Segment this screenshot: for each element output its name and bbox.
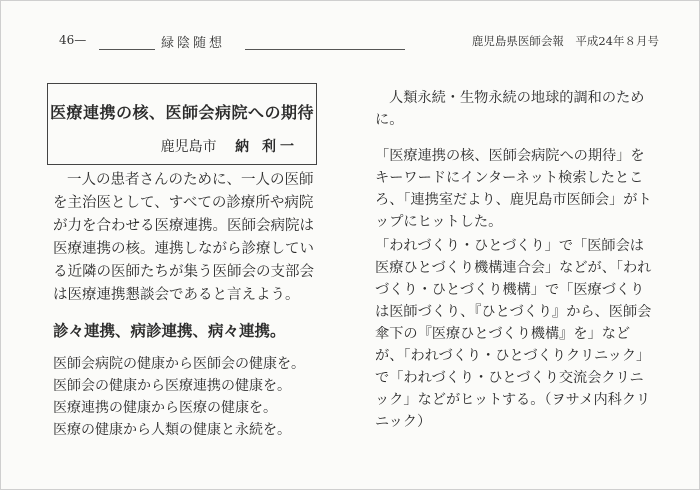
- right-paragraph: 「われづくり・ひとづくり」で「医師会は医療ひとづくり機構連合会」などが、「われづくり・ひとづくり機構」で「医療づくりは医師づくり、『ひとづくり』から、医師会傘下の『医療ひとづくり機構』を」などが、「われづくり・ひとづくりクリニック」で「われづくり・ひとづくり交流会クリニック」などがヒットする。（ヲサメ内科クリニック）: [375, 238, 652, 430]
- subheading: 診々連携、病診連携、病々連携。: [53, 322, 286, 340]
- article-title: 医療連携の核、医師会病院への期待: [49, 103, 314, 122]
- author-name: 納 利一: [235, 139, 298, 155]
- section-title: 緑陰随想: [161, 36, 226, 51]
- page-number: 46—: [59, 33, 87, 47]
- right-paragraph: 「医療連携の核、医師会病院への期待」をキーワードにインターネット検索したところ、「連携室だより、鹿児島市医師会」がトップにヒットした。: [375, 148, 652, 230]
- page-header: [59, 31, 659, 53]
- stanza: [53, 353, 323, 441]
- stanza-line: 医療連携の健康から医療の健康を。: [53, 400, 277, 416]
- right-paragraph: 人類永続・生物永続の地球的調和のために。: [375, 90, 645, 128]
- lead-paragraph: 一人の患者さんのために、一人の医師を主治医として、すべての診療所や病院が力を合わせる医療連携。医師会病院は医療連携の核。連携しながら診療している近隣の医師たちが集う医師会の支部会は医療連携懇談会であると言えよう。: [53, 172, 314, 303]
- author-city: 鹿児島市: [160, 139, 217, 155]
- stanza-line: 医師会病院の健康から医師会の健康を。: [53, 356, 305, 372]
- header-rule-right: [245, 49, 405, 50]
- stanza-line: 医師会の健康から医療連携の健康を。: [53, 378, 291, 394]
- left-column: [53, 169, 323, 441]
- right-column: [375, 87, 655, 433]
- publication-info: 鹿児島県医師会報 平成24年８月号: [471, 34, 659, 48]
- author-line: [161, 136, 298, 156]
- header-rule-left: [99, 49, 155, 50]
- stanza-line: 医療の健康から人類の健康と永続を。: [53, 422, 291, 438]
- article-title-box: [47, 83, 317, 165]
